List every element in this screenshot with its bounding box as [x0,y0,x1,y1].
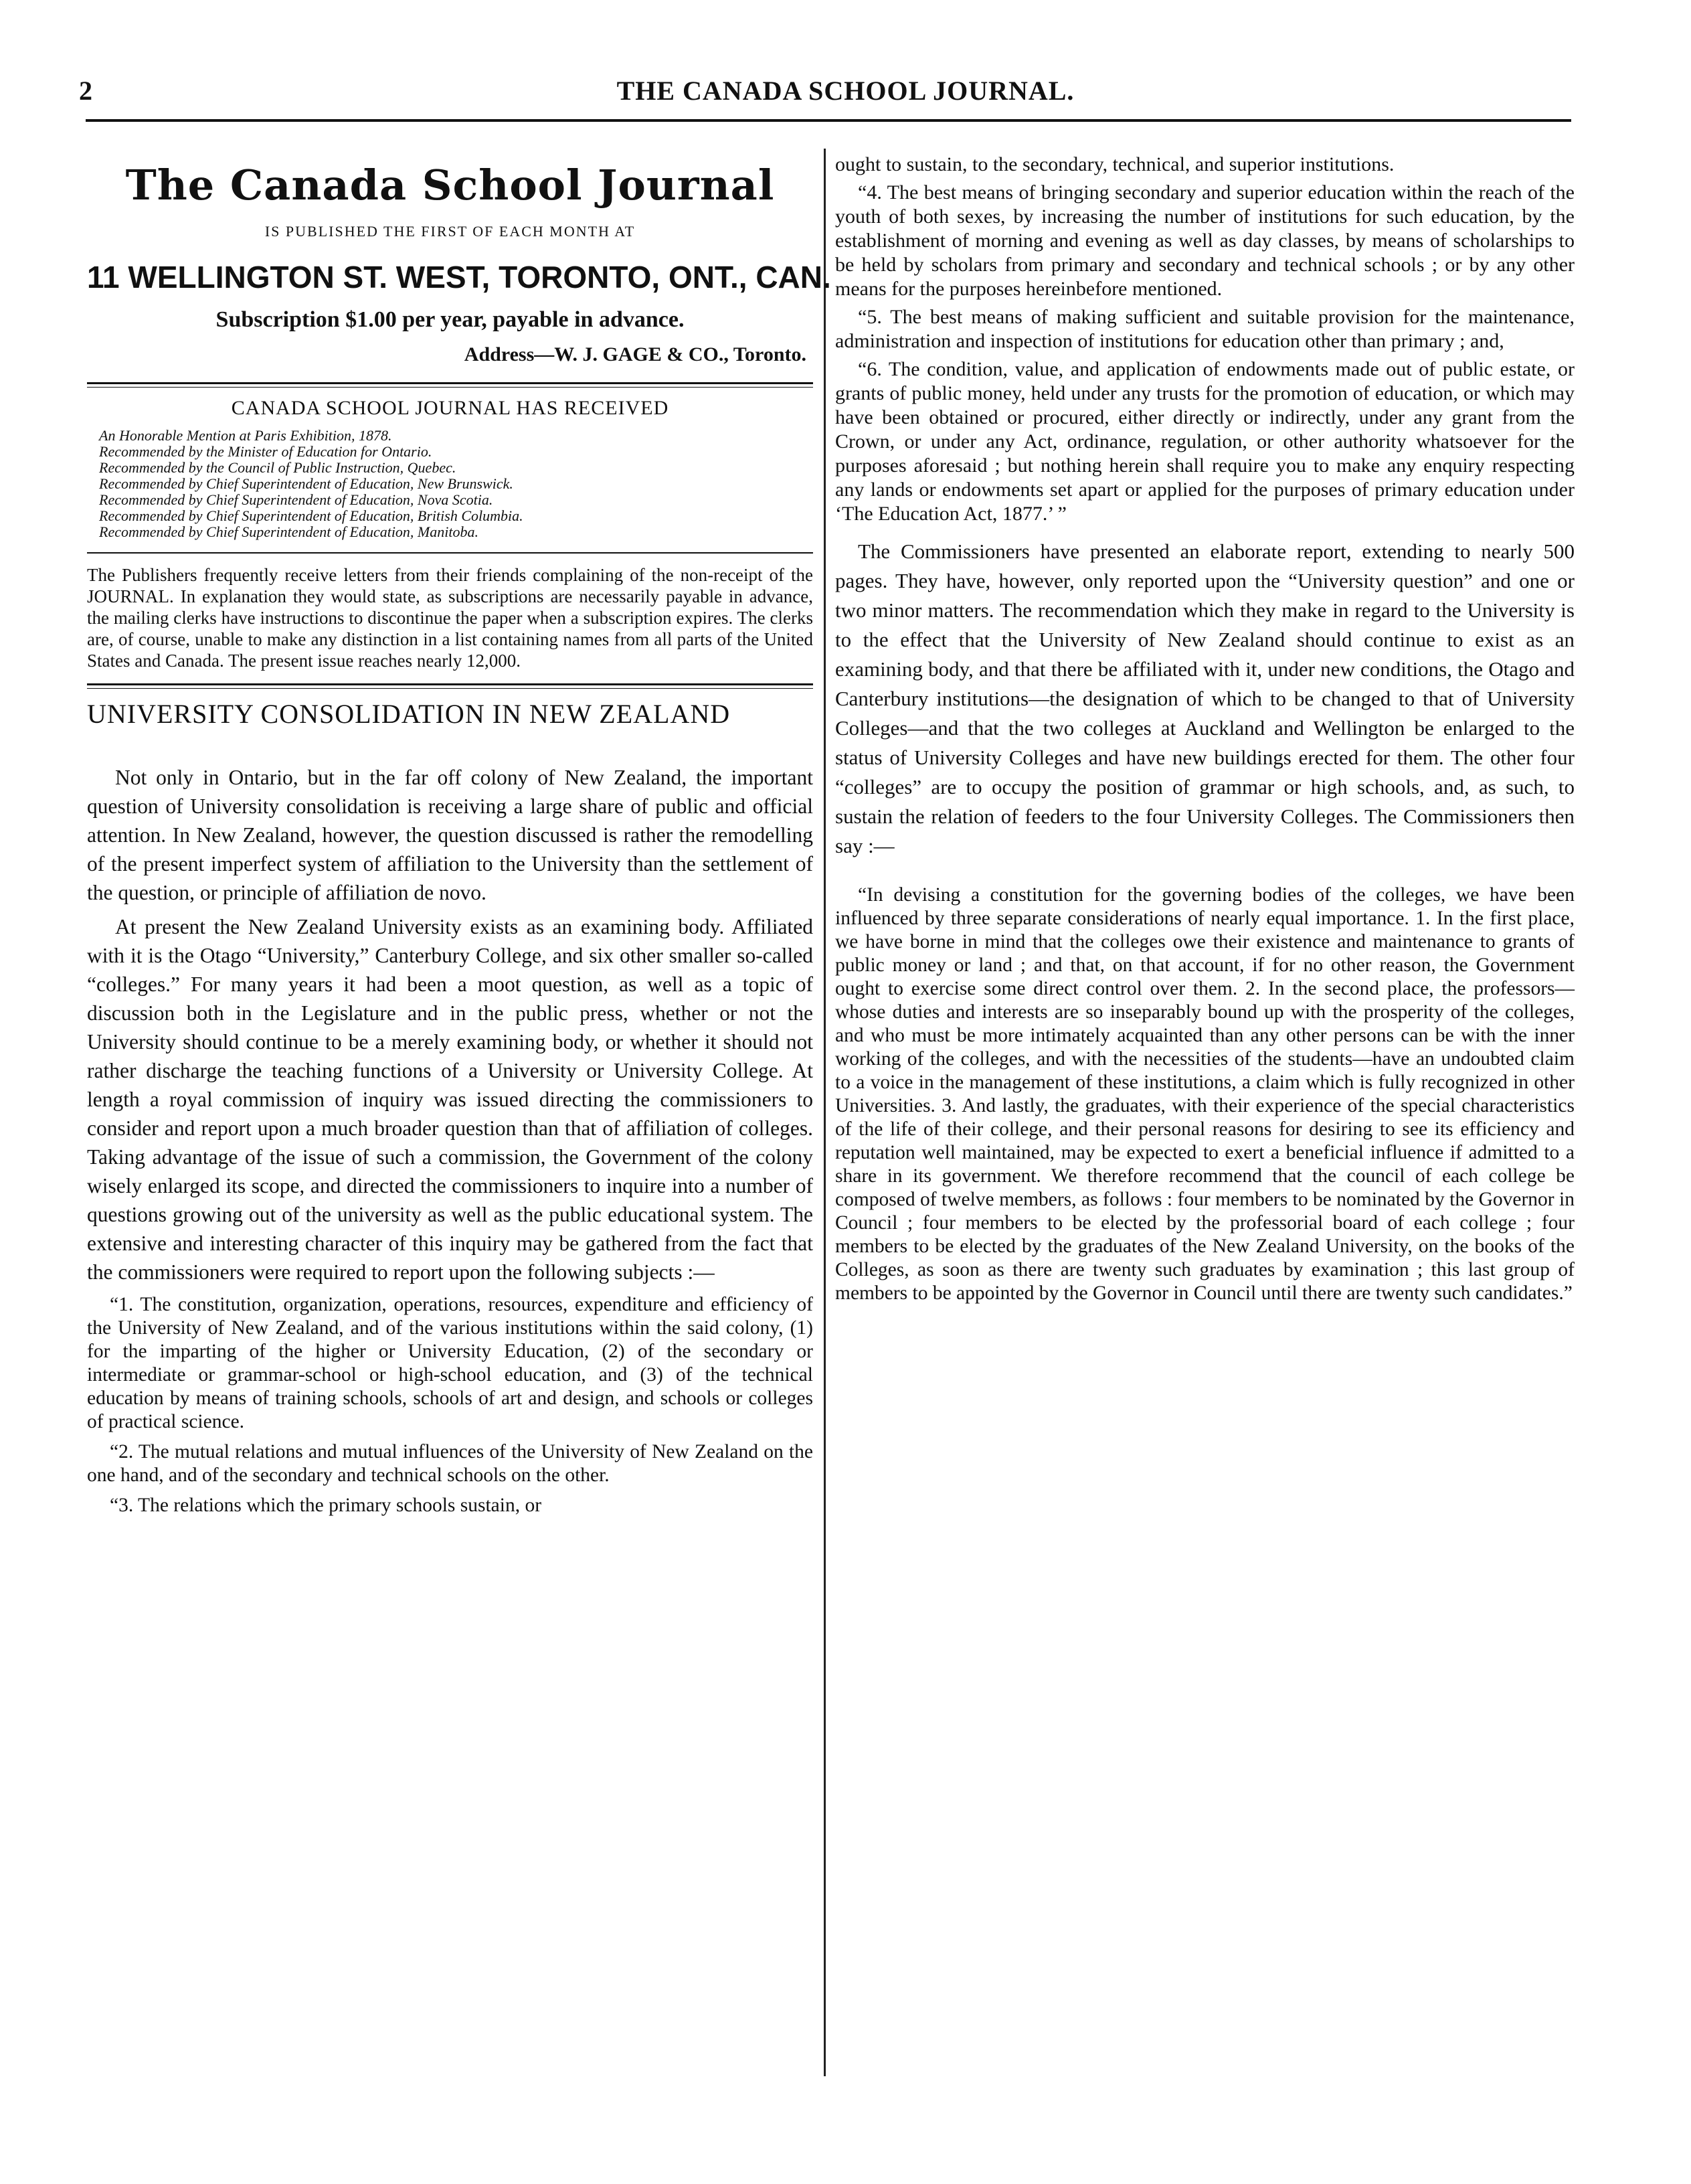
column-divider [824,149,826,2076]
commission-subject: “5. The best means of making sufficient and suitable provision for the maintenance, administration and inspection of institutions for education other than primary ; and, [835,306,1575,352]
commission-subject: “2. The mutual relations and mutual influences of the University of New Zealand on the one hand, and of the secondary and technical schools on the other. [87,1441,813,1486]
received-item: Recommended by Chief Superintendent of Education, Nova Scotia. [99,491,493,508]
commission-subject: ought to sustain, to the secondary, technical, and superior institutions. [835,153,1395,175]
received-item: Recommended by Chief Superintendent of Education, Manitoba. [99,523,478,540]
received-item: Recommended by Chief Superintendent of Education, British Columbia. [99,507,523,524]
commission-subject: “4. The best means of bringing secondary and superior education within the reach of the youth of both sexes, by increasing the number of institutions for such education, by the establishment of morning and evening as well as day classes, by means of scholarships to be held by scholars from primary and secondary and technical schools ; or by any other means for the purposes hereinbefore mentioned. [835,181,1575,300]
received-heading: CANADA SCHOOL JOURNAL HAS RECEIVED [231,397,669,419]
received-list [99,428,813,540]
commission-subject: “3. The relations which the primary schools sustain, or [110,1495,542,1516]
article-heading: UNIVERSITY CONSOLIDATION IN NEW ZEALAND [87,699,731,729]
masthead-subscription: Subscription $1.00 per year, payable in advance. [215,307,685,332]
article-paragraph: At present the New Zealand University exists as an examining body. Affiliated with it is the Otago “University,” Canterbury College, and six other smaller so-called “colleges.” For many years it had been a moot question, as well as a topic of discussion both in the Legislature and in the public press, whether or not the University should continue to be a merely examining body, or whether it should not rather discharge the teaching functions of a University or University College. At length a royal commission of inquiry was issued directing the commissioners to consider and report upon a much broader question than that of affiliation of colleges. Taking advantage of the issue of such a commission, the Government of the colony wisely enlarged its scope, and directed the commissioners to inquire into a number of questions growing out of the university as well as the public educational system. The extensive and interesting character of this inquiry may be gathered from the fact that the commissioners were required to report upon the following subjects :— [87,915,813,1284]
publishers-notice: The Publishers frequently receive letters from their friends complaining of the non-receipt of the JOURNAL. In explanation they would state, as subscriptions are necessarily payable in advance, the mailing clerks have instructions to discontinue the paper when a subscription expires. The clerks are, of course, unable to make any distinction in a list containing names from all parts of the United States and Canada. The present issue reaches nearly 12,000. [87,565,813,671]
header-rule [86,119,1571,122]
running-head [0,75,1691,115]
received-item: Recommended by the Council of Public Instruction, Quebec. [99,459,456,476]
article-paragraph: Not only in Ontario, but in the far off colony of New Zealand, the important question of University consolidation is receiving a large share of public and official attention. In New Zealand, however, the question discussed is rather the remodelling of the present imperfect system of affiliation to the University than the settlement of the question, or principle of affiliation de novo. [87,766,813,904]
commission-subject: “6. The condition, value, and application of endowments made out of public estate, or grants of public money, held under any trusts for the promotion of education, or which may have been obtained or procured, either directly or indirectly, under any grant from the Crown, or under any Act, ordinance, regulation, or other authority whatsoever for the purposes aforesaid ; but nothing herein shall require you to make any enquiry respecting any lands or endowments set apart or applied for the purposes of primary education under ‘The Education Act, 1877.’ ” [835,358,1575,525]
right-column [835,149,1575,1305]
received-item: Recommended by the Minister of Education for Ontario. [99,443,432,460]
received-rule [87,552,813,554]
article-paragraph: The Commissioners have presented an elaborate report, extending to nearly 500 pages. They have, however, only reported upon the “University question” and one or two minor matters. The recommendation which they make in regard to the University is to the effect that the University of New Zealand should continue to exist as an examining body, and that there be affiliated with it, under new conditions, the Otago and Canterbury institutions—the designation of which to be changed to that of University Colleges—and that the two colleges at Auckland and Wellington be enlarged to the status of University Colleges and have new buildings erected for them. The other four “colleges” are to occupy the position of grammar or high schools, and, as such, to sustain the relation of feeders to the four University Colleges. The Commissioners then say :— [835,539,1575,857]
masthead-published-line: IS PUBLISHED THE FIRST OF EACH MONTH AT [264,223,636,240]
masthead-title: The Canada School Journal [125,161,775,209]
notice-rule [87,683,813,689]
masthead-address: 11 WELLINGTON ST. WEST, TORONTO, ONT., CAN. [87,260,831,295]
commissioners-quote: “In devising a constitution for the governing bodies of the colleges, we have been influenced by three separate considerations of nearly equal importance. 1. In the first place, we have borne in mind that the colleges owe their existence and maintenance to grants of public money or land ; and that, on that account, if for no other reason, the Government ought to exercise some direct control over them. 2. In the second place, the professors—whose duties and interests are so inseparably bound up with the prosperity of the colleges, and who must be more intimately acquainted than any other persons can be with the inner working of the colleges, and with the necessities of the students—have an undoubted claim to a voice in the management of these institutions, a claim which is fully recognized in other Universities. 3. And lastly, the graduates, with their experience of the special characteristics of the life of their college, and their personal reasons for desiring to see its efficiency and reputation well maintained, may be expected to exert a beneficial influence if admitted to a share in its government. We therefore recommend that the council of each college be composed of twelve members, as follows : four members to be nominated by the Governor in Council ; four members to be elected by the professorial board of each college ; four members to be elected by the graduates of the New Zealand University, on the books of the Colleges, as soon as there are twenty such graduates by examination ; this last group of members to be appointed by the Governor in Council until there are twenty such candidates.” [835,884,1575,1304]
received-item: Recommended by Chief Superintendent of Education, New Brunswick. [99,475,513,492]
page-number: 2 [79,76,92,106]
commission-subject: “1. The constitution, organization, operations, resources, expenditure and efficiency of the University of New Zealand, and of the various institutions within the said colony, (1) for the imparting of the higher or University Education, (2) of the secondary or intermediate or grammar-school or high-school education, and (3) of the technical education by means of training schools, schools of art and design, and schools or colleges of practical science. [87,1294,813,1432]
left-column [87,149,831,1517]
running-title: THE CANADA SCHOOL JOURNAL. [616,76,1075,106]
received-item: An Honorable Mention at Paris Exhibition, 1878. [99,427,392,444]
masthead-publisher-address: Address—W. J. GAGE & CO., Toronto. [464,343,806,365]
masthead-rule [87,382,813,388]
